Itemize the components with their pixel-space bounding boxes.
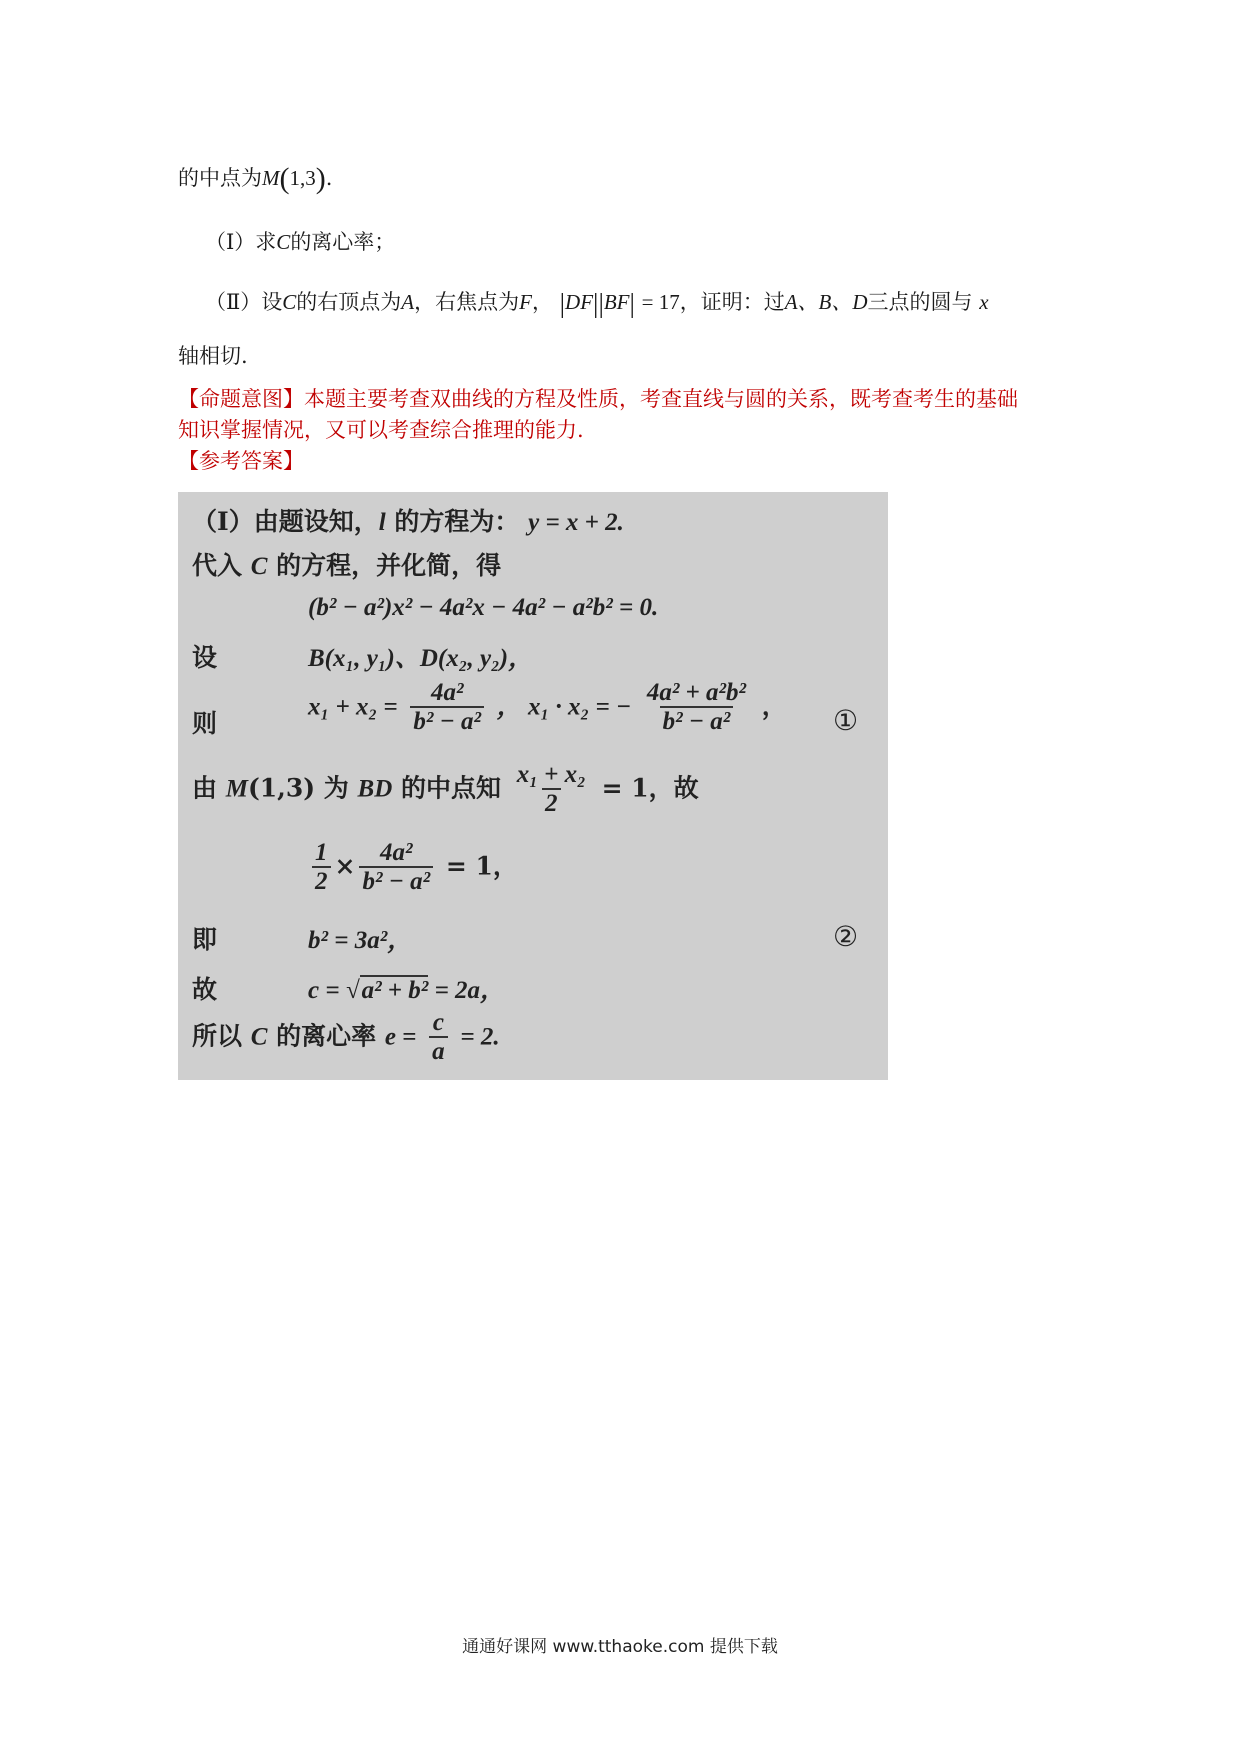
scan-r10-c: C bbox=[250, 1023, 268, 1051]
scan-r1: （Ⅰ）由题设知， bbox=[192, 507, 379, 536]
part2-df: DF bbox=[565, 290, 594, 314]
part2-line2: 轴相切. bbox=[178, 344, 248, 368]
intro-end: . bbox=[325, 166, 333, 190]
scan-r6c: 的中点知 bbox=[392, 773, 501, 803]
scan-r6-bd: BD bbox=[357, 775, 393, 803]
scan-r1-eq: y = x + 2. bbox=[528, 509, 624, 536]
part2-t2: ，右焦点为 bbox=[414, 290, 520, 314]
scan-r3: (b² − a²)x² − 4a²x − 4a² − a²b² = 0. bbox=[308, 594, 659, 621]
scan-row-5-label bbox=[192, 704, 217, 740]
scan-row-8-label: 即 bbox=[192, 925, 218, 954]
scan-r4-label: 设 bbox=[192, 643, 218, 672]
circle-marker-1: ① bbox=[833, 704, 859, 737]
intent-label: 【命题意图】 bbox=[178, 387, 304, 411]
scan-row-9 bbox=[308, 970, 505, 1006]
fraction bbox=[410, 680, 484, 736]
scan-r4: B(x₁, y₁)、D(x₂, y₂)， bbox=[308, 645, 534, 672]
intent-line2: 知识掌握情况，又可以考查综合推理的能力. bbox=[178, 418, 584, 442]
close-paren: ) bbox=[315, 162, 326, 195]
denominator: 2 bbox=[542, 788, 561, 817]
scan-r6b: (1,3) 为 bbox=[247, 773, 358, 803]
answer-label: 【参考答案】 bbox=[178, 449, 304, 473]
intro-coords: 1,3 bbox=[289, 166, 316, 190]
scan-row-1 bbox=[192, 502, 624, 538]
abs-bar: | bbox=[559, 288, 566, 318]
scan-row-5 bbox=[308, 680, 787, 736]
scan-row-8 bbox=[308, 920, 412, 956]
footer-text: 通通好课网 www.tthaoke.com 提供下载 bbox=[462, 1637, 778, 1657]
scan-r6a: 由 bbox=[192, 773, 226, 803]
numerator: 4a² bbox=[430, 679, 464, 706]
intro-text: 的中点为 bbox=[178, 166, 262, 190]
scan-r5-label: 则 bbox=[192, 709, 218, 738]
fraction bbox=[312, 840, 331, 896]
scan-r7-end: = 1， bbox=[445, 851, 518, 881]
denominator: 2 bbox=[312, 866, 331, 895]
numerator: 4a² + a²b² bbox=[646, 679, 747, 706]
part2-var-f: F bbox=[519, 290, 532, 314]
denominator: b² − a² bbox=[660, 706, 734, 735]
scan-r8: b² = 3a²， bbox=[308, 927, 413, 954]
part1-var: C bbox=[276, 230, 291, 254]
intro-point: M bbox=[262, 166, 280, 190]
sqrt-radicand: a² + b² bbox=[361, 977, 429, 1004]
abs-bar: | bbox=[598, 288, 604, 318]
scan-r5-mid: ， x₁ · x₂ = − bbox=[496, 693, 632, 721]
times-sign: × bbox=[334, 851, 356, 881]
scan-r5-end: ， bbox=[761, 691, 787, 721]
intent-line1 bbox=[178, 383, 1018, 413]
scan-row-3 bbox=[308, 592, 658, 622]
fraction bbox=[429, 1010, 448, 1066]
scan-r2-c: C bbox=[250, 553, 268, 580]
scan-row-2 bbox=[192, 546, 501, 582]
scan-row-9-label: 故 bbox=[192, 975, 218, 1004]
part1-text: 的离心率； bbox=[290, 230, 396, 254]
answer-scan-image bbox=[178, 492, 888, 1080]
scan-r5-lhs: x₁ + x₂ = bbox=[308, 693, 398, 721]
fraction bbox=[359, 840, 433, 896]
part2-bf: BF bbox=[603, 290, 630, 314]
intent-text1: 本题主要考查双曲线的方程及性质，考查直线与圆的关系，既考查考生的基础 bbox=[304, 387, 1018, 411]
part1-line bbox=[205, 226, 395, 256]
scan-r10-e: e = bbox=[384, 1023, 417, 1051]
abs-bar: | bbox=[629, 288, 635, 318]
scan-r6-m: M bbox=[225, 775, 248, 803]
fraction bbox=[644, 680, 749, 736]
scan-r1-l: l bbox=[378, 509, 386, 536]
scan-r9a: c = √ bbox=[308, 977, 360, 1004]
fraction bbox=[514, 762, 589, 818]
part2-t5: 三点的圆与 bbox=[867, 290, 973, 314]
scan-r1b: 的方程为： bbox=[385, 507, 520, 536]
part2-points: A、B、D bbox=[784, 290, 868, 314]
scan-r9b: = 2a， bbox=[428, 977, 506, 1004]
scan-r2a: 代入 bbox=[192, 551, 251, 580]
part2-var-a: A bbox=[401, 290, 415, 314]
circle-marker-2: ② bbox=[833, 920, 859, 953]
part2-value: = 17 bbox=[641, 290, 680, 314]
scan-row-4 bbox=[192, 638, 217, 674]
scan-row-6 bbox=[192, 762, 699, 818]
scan-r10a: 所以 bbox=[192, 1021, 251, 1051]
open-paren: ( bbox=[279, 162, 290, 195]
intro-line bbox=[178, 162, 332, 196]
part2-prefix: （Ⅱ）设 bbox=[205, 290, 283, 314]
scan-row-7 bbox=[308, 840, 518, 896]
scan-row-4-eq bbox=[308, 638, 533, 674]
part2-t3: ， bbox=[531, 290, 553, 314]
denominator: b² − a² bbox=[410, 706, 484, 735]
scan-r10-end: = 2. bbox=[460, 1023, 500, 1051]
part2-var-x: x bbox=[979, 290, 989, 314]
part2-t4: ，证明：过 bbox=[679, 290, 785, 314]
numerator: c bbox=[432, 1009, 444, 1036]
numerator: x₁ + x₂ bbox=[516, 761, 586, 788]
scan-r6-end: = 1，故 bbox=[601, 773, 699, 803]
scan-r2b: 的方程，并化简，得 bbox=[267, 551, 502, 580]
part1-prefix: （Ⅰ）求 bbox=[205, 230, 277, 254]
part2-t1: 的右顶点为 bbox=[296, 290, 402, 314]
denominator: b² − a² bbox=[359, 866, 433, 895]
denominator: a bbox=[429, 1036, 448, 1065]
numerator: 1 bbox=[315, 839, 328, 866]
scan-r10b: 的离心率 bbox=[267, 1021, 385, 1051]
abs-bar: | bbox=[593, 288, 599, 318]
numerator: 4a² bbox=[380, 839, 413, 866]
part2-var-c: C bbox=[282, 290, 297, 314]
part2-line bbox=[205, 286, 989, 319]
scan-row-10 bbox=[192, 1010, 500, 1066]
